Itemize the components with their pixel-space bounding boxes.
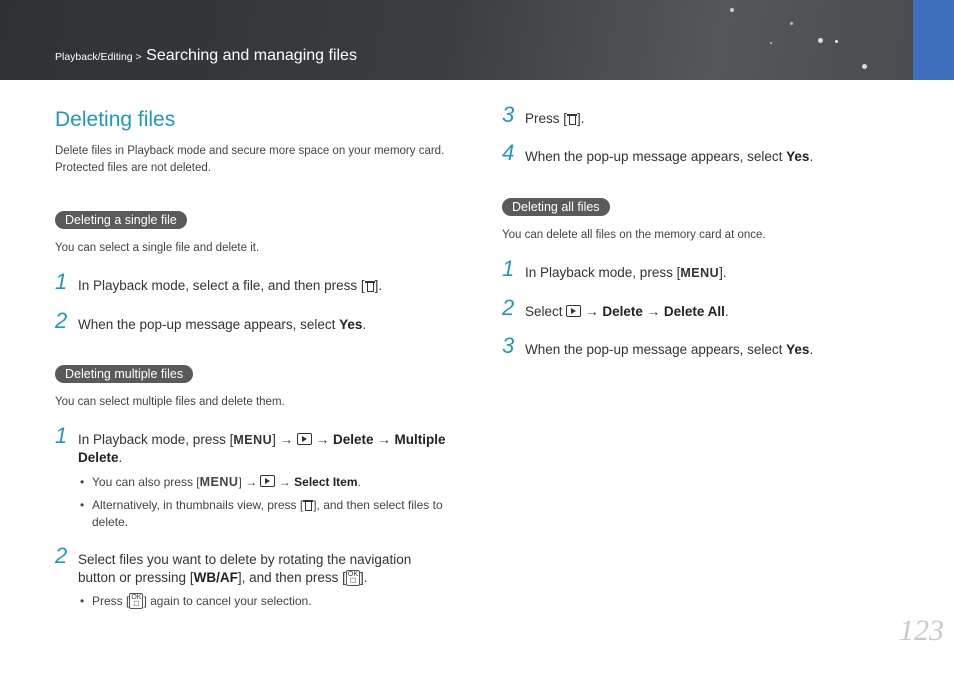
step-text: Select (525, 304, 563, 319)
step-text: ]. (719, 265, 727, 280)
step-text: ]. (360, 570, 368, 585)
section-label-single: Deleting a single file (55, 211, 187, 229)
step-number: 3 (502, 102, 515, 127)
bullet-text: . (357, 475, 361, 489)
step-text: ]. (374, 278, 383, 293)
select-item-option: Select Item (294, 475, 358, 489)
menu-icon: MENU (233, 433, 273, 447)
trash-icon (365, 280, 375, 292)
step-text: When the pop-up message appears, select (525, 149, 787, 164)
step-text: . (809, 149, 814, 164)
sparkle-decoration (835, 40, 838, 43)
sparkle-decoration (818, 38, 823, 43)
delete-all-option: Delete All (663, 304, 725, 319)
bullet-text: Press [ (92, 594, 130, 608)
arrow: → (315, 432, 330, 447)
sparkle-decoration (770, 42, 772, 44)
sparkle-decoration (790, 22, 793, 25)
step-text: . (118, 450, 123, 465)
step-text: When the pop-up message appears, select (525, 342, 787, 357)
arrow: → (377, 432, 391, 447)
multiple-delete-option: Multiple Delete (78, 432, 446, 465)
arrow: → (278, 475, 291, 489)
step-text: In Playback mode, press [ (525, 265, 681, 280)
step-number: 1 (55, 423, 68, 448)
multiple-desc: You can select multiple files and delete them. (55, 396, 285, 408)
menu-icon: MENU (680, 266, 720, 280)
breadcrumb (55, 47, 357, 65)
bullet-text: Alternatively, in thumbnails view, press [ (92, 498, 304, 512)
arrow: → (585, 304, 599, 319)
step-number: 4 (502, 140, 515, 165)
playback-icon (297, 433, 312, 445)
trash-icon (303, 499, 313, 511)
wb-af-icon: WB/AF (193, 570, 238, 585)
all-desc: You can delete all files on the memory card at once. (502, 229, 766, 241)
arrow: → (646, 304, 661, 319)
step-number: 1 (55, 269, 68, 294)
yes-option: Yes (786, 149, 810, 164)
bullet-text: ] → (238, 475, 258, 489)
step-text: Press [ (525, 111, 568, 126)
section-label-all: Deleting all files (502, 198, 610, 216)
step-number: 2 (55, 308, 68, 333)
breadcrumb-title: Searching and managing files (146, 47, 357, 64)
section-label-multiple: Deleting multiple files (55, 365, 193, 383)
page-header (0, 0, 954, 80)
playback-icon (566, 305, 581, 317)
bullet-text: ], and then select files to delete. (92, 498, 443, 529)
trash-icon (567, 113, 577, 125)
step-text: . (362, 317, 367, 332)
breadcrumb-section: Playback/Editing > (55, 51, 142, 63)
step-text: ]. (577, 111, 585, 126)
ok-button-icon: OK ☐ (131, 594, 142, 608)
step-text: In Playback mode, press [ (78, 432, 234, 447)
step-text: In Playback mode, select a file, and then press [ (78, 278, 365, 293)
ok-button-icon: OK ☐ (347, 571, 359, 585)
step-text: Select files you want to delete by rotating the navigation button or pressing [ (78, 552, 412, 585)
step-text: . (724, 304, 729, 319)
sparkle-decoration (730, 8, 734, 12)
bullet-text: ] again to cancel your selection. (143, 594, 312, 608)
step-text: . (809, 342, 814, 357)
step-text: ], and then press [ (237, 570, 346, 585)
chapter-tab (913, 0, 954, 80)
yes-option: Yes (339, 317, 363, 332)
step-number: 1 (502, 256, 515, 281)
delete-option: Delete (332, 432, 374, 447)
delete-option: Delete (602, 304, 643, 319)
step-number: 2 (55, 543, 68, 568)
menu-icon: MENU (199, 475, 239, 489)
page-title: Deleting files (55, 108, 176, 131)
playback-icon (260, 475, 275, 487)
single-desc: You can select a single file and delete it. (55, 242, 260, 254)
step-number: 3 (502, 333, 515, 358)
step-number: 2 (502, 295, 515, 320)
sparkle-decoration (862, 64, 867, 69)
page-number: 123 (899, 614, 944, 647)
yes-option: Yes (786, 342, 810, 357)
bullet-text: You can also press [ (92, 475, 200, 489)
step-text: ] → (272, 432, 294, 447)
step-text: When the pop-up message appears, select (78, 317, 340, 332)
intro-text: Delete files in Playback mode and secure more space on your memory card. Protected files are not deleted. (55, 145, 445, 174)
